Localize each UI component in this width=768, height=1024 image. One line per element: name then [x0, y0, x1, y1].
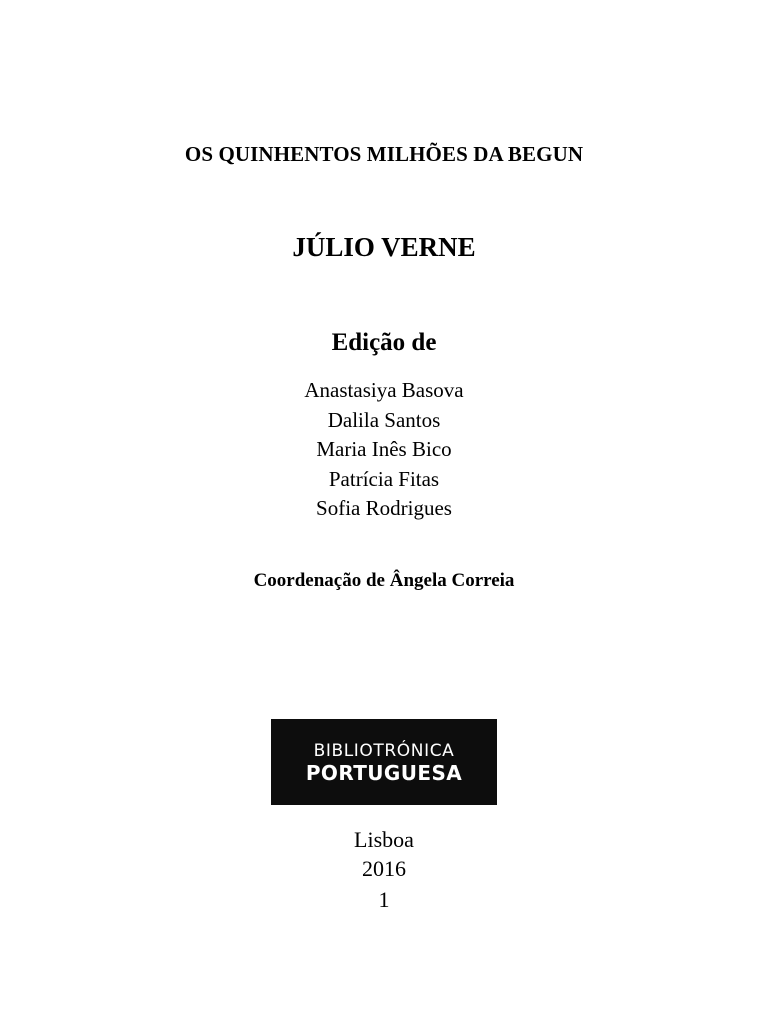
publisher-logo-line1: BIBLIOTRÓNICA [313, 741, 455, 761]
publication-year: 2016 [362, 856, 406, 881]
publication-place: Lisboa [354, 827, 414, 852]
page-number: 1 [378, 887, 390, 912]
editor-name: Sofia Rodrigues [316, 496, 452, 520]
author-name: JÚLIO VERNE [292, 232, 476, 262]
editor-name: Maria Inês Bico [316, 437, 452, 461]
publisher-logo [271, 719, 497, 805]
book-title: OS QUINHENTOS MILHÕES DA BEGUN [184, 142, 584, 166]
coordination-credit: Coordenação de Ângela Correia [253, 570, 515, 591]
edition-label: Edição de [331, 329, 437, 356]
publisher-logo-line2: PORTUGUESA [305, 761, 463, 785]
editors-list [0, 376, 768, 524]
editor-name: Patrícia Fitas [328, 466, 440, 491]
editor-name: Anastasiya Basova [304, 378, 464, 402]
editor-name: Dalila Santos [327, 407, 441, 432]
